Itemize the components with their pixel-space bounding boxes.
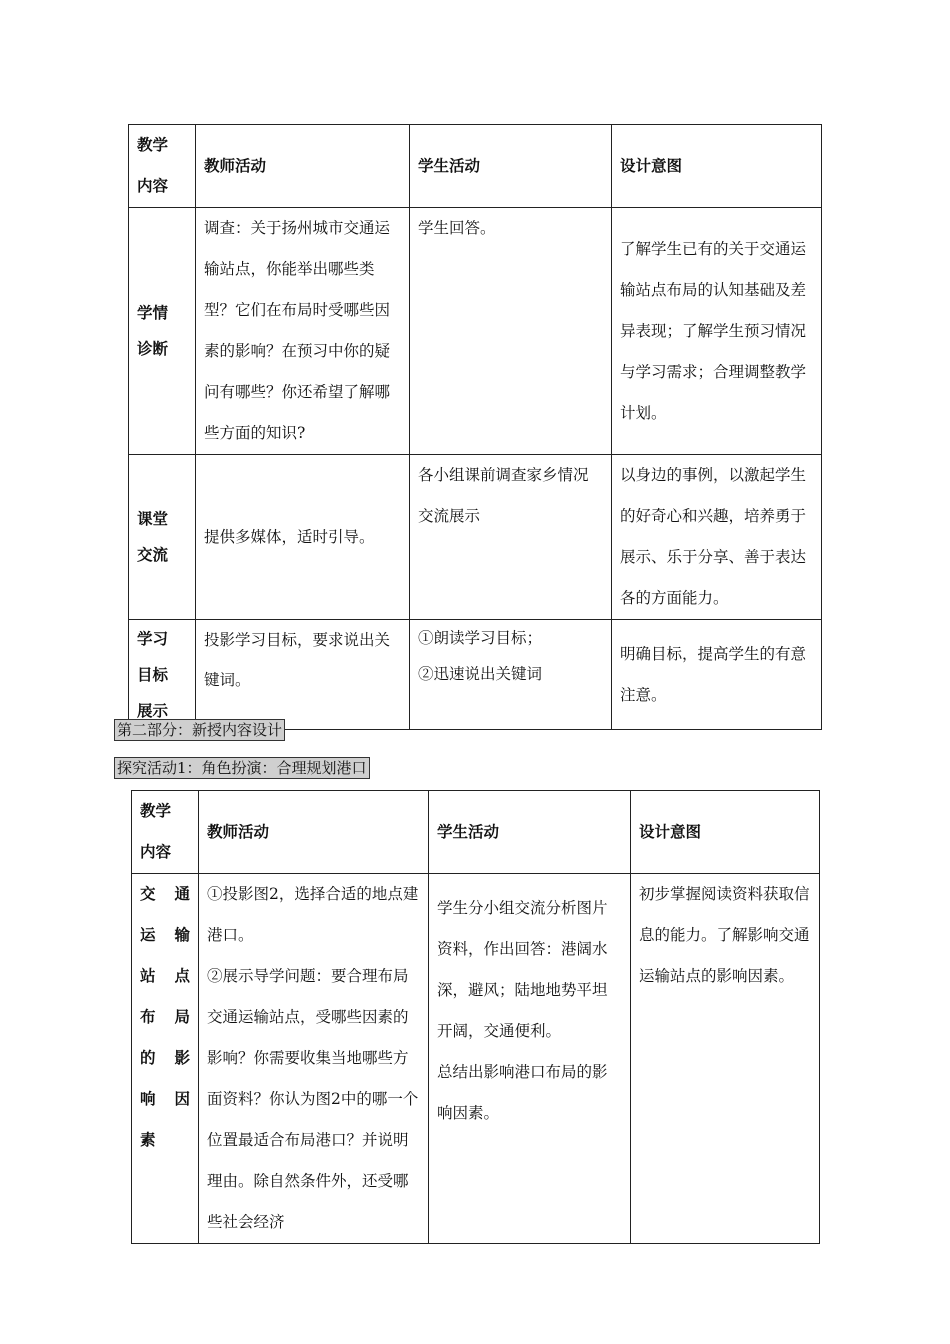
- header-intent: 设计意图: [631, 791, 820, 874]
- header-content-line-1: 教学: [137, 136, 169, 154]
- row-content-cell: [129, 455, 196, 620]
- row-content-line: 站 点: [140, 967, 190, 985]
- teacher-activity-cell: 投影学习目标，要求说出关键词。: [196, 620, 410, 730]
- student-step-2: 总结出影响港口布局的影响因素。: [437, 1063, 608, 1122]
- table2-header-row: [132, 791, 820, 874]
- row-content-line: 运 输: [140, 926, 190, 944]
- header-student: 学生活动: [410, 125, 612, 208]
- row-content-cell: [132, 874, 199, 1244]
- row-content-line: 课堂: [137, 510, 169, 528]
- row-content-line: 学情: [137, 304, 169, 322]
- design-intent-cell: 以身边的事例，以激起学生的好奇心和兴趣，培养勇于展示、乐于分享、善于表达各的方面能力。: [612, 455, 822, 620]
- row-content-cell: [129, 208, 196, 455]
- student-activity-cell: 学生回答。: [410, 208, 612, 455]
- design-intent-cell: 了解学生已有的关于交通运输站点布局的认知基础及差异表现；了解学生预习情况与学习需求；合理调整教学计划。: [612, 208, 822, 455]
- header-content-line-1: 教学: [140, 802, 172, 820]
- student-activity-cell: 各小组课前调查家乡情况交流展示: [410, 455, 612, 620]
- table1-row-goals: [129, 620, 822, 730]
- table2-row-factors: [132, 874, 820, 1244]
- teacher-step-1: ①投影图2，选择合适的地点建港口。: [207, 885, 419, 944]
- student-activity-cell: [429, 874, 631, 1244]
- header-intent: 设计意图: [612, 125, 822, 208]
- header-content-cell: [129, 125, 196, 208]
- design-intent-cell: 明确目标，提高学生的有意注意。: [612, 620, 822, 730]
- table1-row-exchange: [129, 455, 822, 620]
- student-activity-cell: [410, 620, 612, 730]
- header-content-line-2: 内容: [140, 843, 172, 861]
- row-content-line: 素: [140, 1131, 156, 1149]
- row-content-line: 的 影: [140, 1049, 190, 1067]
- student-step-1: ①朗读学习目标；: [418, 629, 543, 647]
- teacher-activity-cell: 提供多媒体，适时引导。: [196, 455, 410, 620]
- row-content-line: 学习: [137, 629, 169, 648]
- student-step-2: ②迅速说出关键词: [418, 665, 543, 683]
- table1-row-diagnosis: [129, 208, 822, 455]
- row-content-line: 目标: [137, 665, 169, 684]
- lesson-table-1: [128, 124, 822, 730]
- row-content-cell: [129, 620, 196, 730]
- row-content-line: 展示: [137, 701, 169, 720]
- teacher-activity-cell: 调查：关于扬州城市交通运输站点，你能举出哪些类型？它们在布局时受哪些因素的影响？在预习中你的疑问有哪些？你还希望了解哪些方面的知识?: [196, 208, 410, 455]
- student-step-1: 学生分小组交流分析图片资料，作出回答：港阔水深，避风；陆地地势平坦开阔，交通便利。: [437, 899, 608, 1040]
- teacher-activity-cell: [199, 874, 429, 1244]
- section-activity1-label: 探究活动1：角色扮演：合理规划港口: [114, 757, 370, 779]
- row-content-line: 交流: [137, 546, 169, 564]
- design-intent-cell: 初步掌握阅读资料获取信息的能力。了解影响交通运输站点的影响因素。: [631, 874, 820, 1244]
- header-content-cell: [132, 791, 199, 874]
- row-content-line: 布 局: [140, 1008, 190, 1026]
- row-content-line: 响 因: [140, 1090, 190, 1108]
- row-content-line: 交 通: [140, 885, 190, 903]
- header-student: 学生活动: [429, 791, 631, 874]
- table1-header-row: [129, 125, 822, 208]
- section-part2-label: 第二部分：新授内容设计: [114, 719, 285, 741]
- lesson-table-2: [131, 790, 820, 1244]
- teacher-step-2: ②展示导学问题：要合理布局交通运输站点，受哪些因素的影响？你需要收集当地哪些方面资料？你认为图2中的哪一个位置最适合布局港口？并说明理由。除自然条件外，还受哪些社会经济: [207, 967, 419, 1231]
- header-content-line-2: 内容: [137, 177, 169, 195]
- header-teacher: 教师活动: [199, 791, 429, 874]
- row-content-line: 诊断: [137, 340, 169, 358]
- header-teacher: 教师活动: [196, 125, 410, 208]
